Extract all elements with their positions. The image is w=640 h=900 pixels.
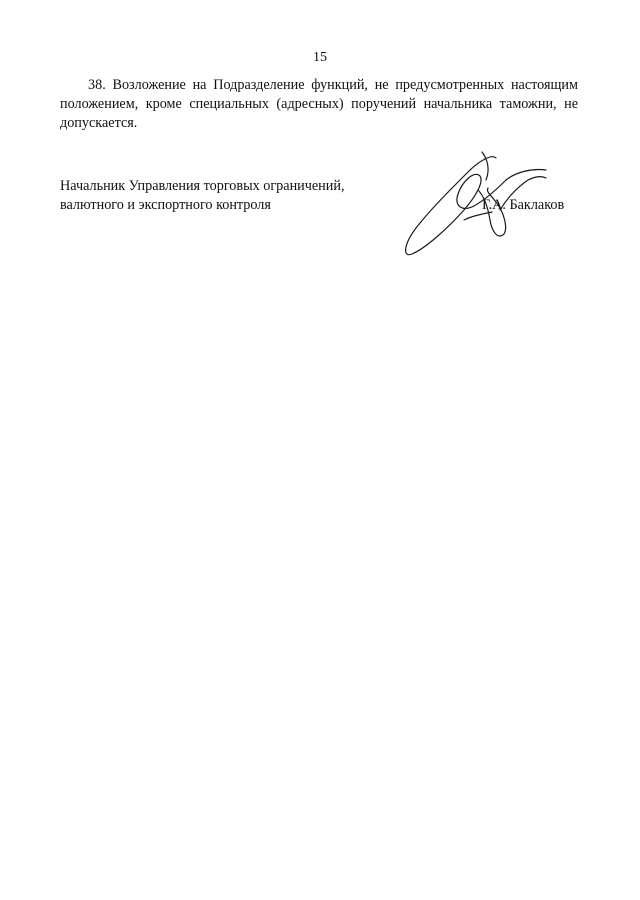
clause-38-paragraph: 38. Возложение на Подразделение функций, не предусмотренных настоящим положением, кроме специальных (адресных) поручений начальника таможни, не допускается. (60, 77, 578, 131)
signer-position-line-2: валютного и экспортного контроля (60, 197, 271, 213)
signer-position (60, 177, 345, 215)
signer-name: Г.А. Баклаков (482, 197, 565, 213)
signer-position-line-1: Начальник Управления торговых ограничений, (60, 178, 345, 194)
page-number: 15 (313, 50, 327, 65)
